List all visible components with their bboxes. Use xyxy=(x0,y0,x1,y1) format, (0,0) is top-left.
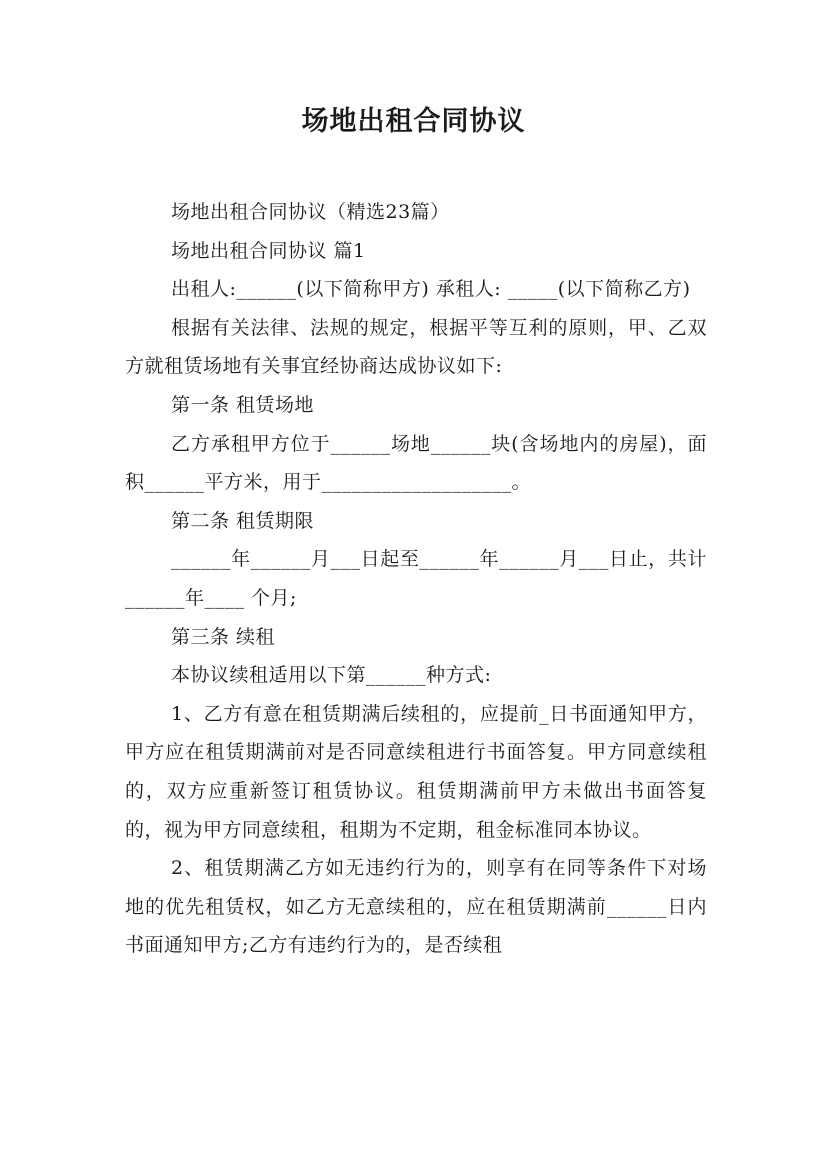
clause-1-heading: 第一条 租赁场地 xyxy=(171,393,315,416)
clause-2-heading: 第二条 租赁期限 xyxy=(171,509,315,532)
paragraph-preamble: 根据有关法律、法规的规定，根据平等互利的原则，甲、乙双方就租赁场地有关事宜经协商达成协议如下: xyxy=(125,316,707,378)
clause-3-item-2: 2、租赁期满乙方如无违约行为的，则享有在同等条件下对场地的优先租赁权，如乙方无意续租的，应在租赁期满前______日内书面通知甲方;乙方有违约行为的，是否续租 xyxy=(125,857,707,957)
paragraph-parties: 出租人:______(以下简称甲方) 承租人: _____(以下简称乙方) xyxy=(171,278,691,301)
clause-3-heading: 第三条 续租 xyxy=(171,625,276,648)
document-body xyxy=(125,193,707,965)
clause-2-body: ______年______月___日起至______年______月___日止，共计______年____ 个月; xyxy=(125,548,707,609)
clause-3-item-1: 1、乙方有意在租赁期满后续租的，应提前_日书面通知甲方，甲方应在租赁期满前对是否同意续租进行书面答复。甲方同意续租的，双方应重新签订租赁协议。租赁期满前甲方未做出书面答复的，视为甲方同意续租，租期为不定期，租金标准同本协议。 xyxy=(125,702,707,841)
paragraph-heading-collection: 场地出租合同协议（精选23篇） xyxy=(171,201,450,223)
document-title: 场地出租合同协议 xyxy=(301,106,526,137)
clause-1-body: 乙方承租甲方位于______场地______块(含场地内的房屋)，面积______平方米，用于___________________。 xyxy=(125,432,707,494)
clause-3-intro: 本协议续租适用以下第______种方式: xyxy=(171,664,492,687)
paragraph-heading-article-1: 场地出租合同协议 篇1 xyxy=(171,239,366,262)
